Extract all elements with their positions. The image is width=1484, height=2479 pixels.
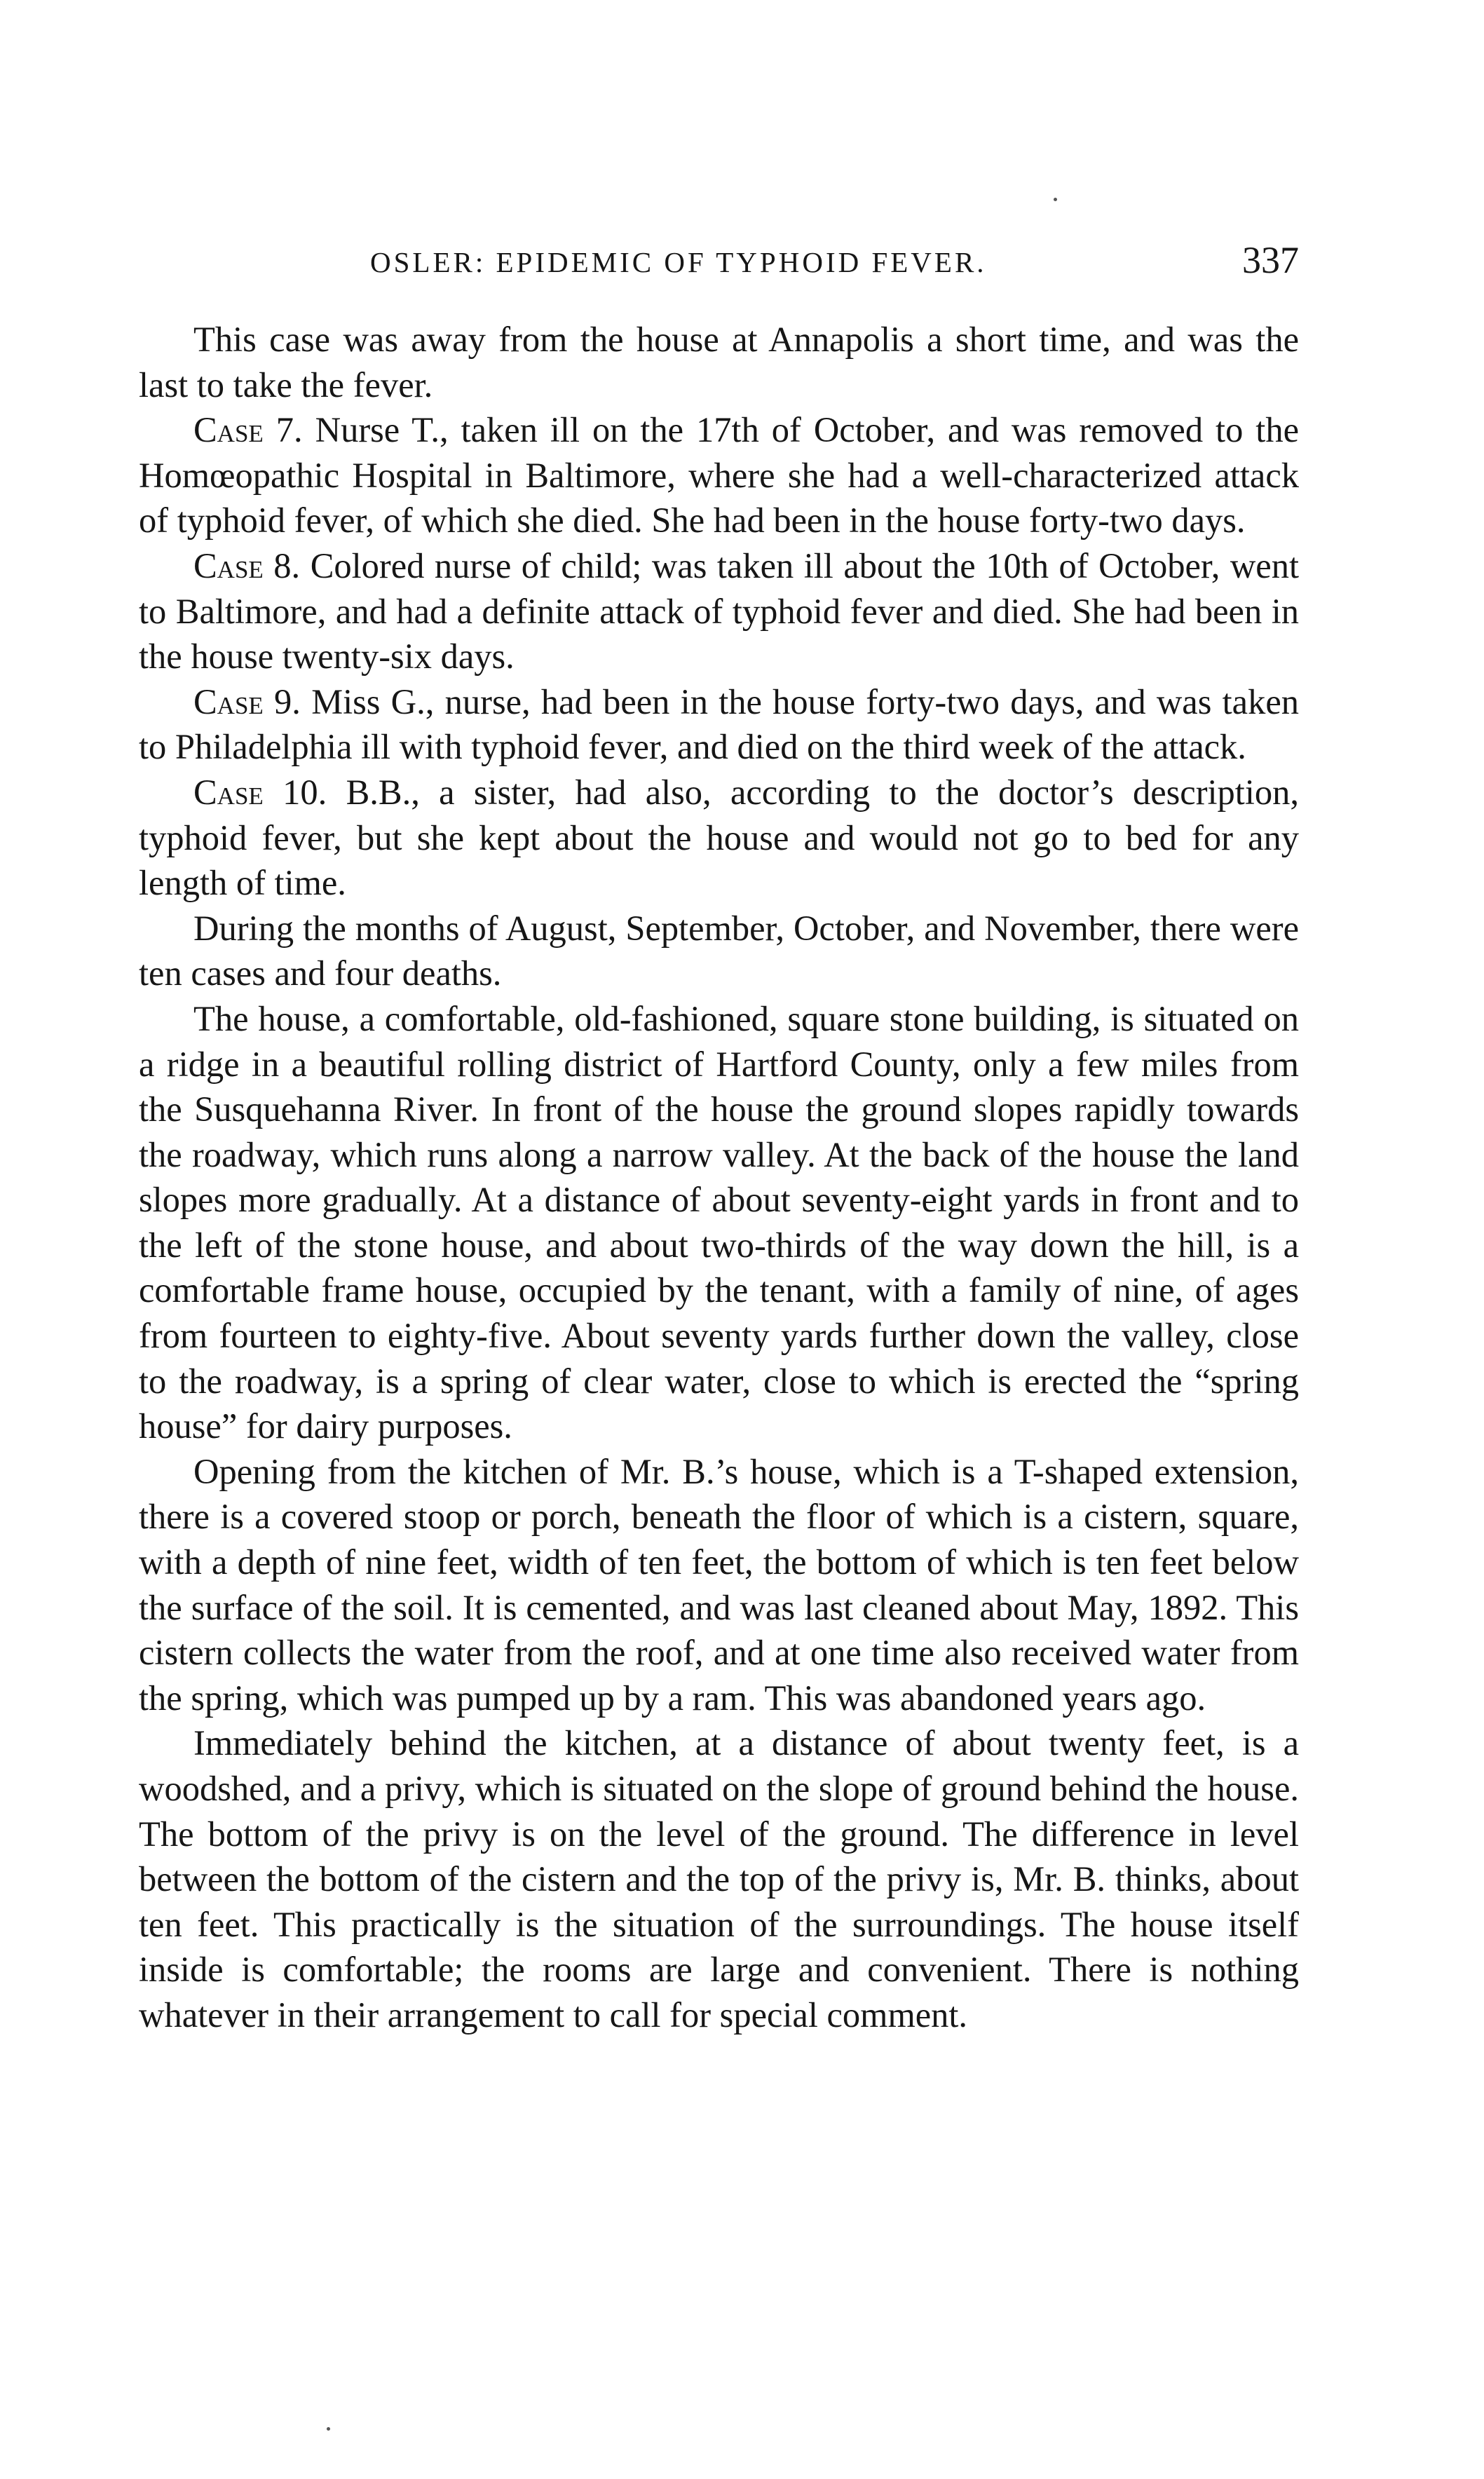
case-label: Case 9. xyxy=(193,681,301,721)
print-speck xyxy=(1054,198,1057,201)
paragraph xyxy=(139,996,1299,1449)
paragraph xyxy=(139,1720,1299,2037)
paragraph-text: The house, a comfortable, old-fashioned, square stone building, is situated on a ridge in a beautiful rolling district of Hartford County, only a few miles from the Susquehanna River. In front of the house the ground slopes rapidly towards the roadway, which runs along a narrow valley. At the back of the house the land slopes more gradually. At a distance of about seventy-eight yards in front and to the left of the stone house, and about two-thirds of the way down the hill, is a comfortable frame house, occupied by the tenant, with a family of nine, of ages from fourteen to eighty-five. About seventy yards further down the valley, close to the roadway, is a spring of clear water, close to which is erected the “spring house” for dairy purposes. xyxy=(139,998,1299,1446)
paragraph xyxy=(139,1449,1299,1721)
paragraph-text: Opening from the kitchen of Mr. B.’s house, which is a T-shaped extension, there is a covered stoop or porch, beneath the floor of which is a cistern, square, with a depth of nine feet, width of ten feet, the bottom of which is ten feet below the surface of the soil. It is cemented, and was last cleaned about May, 1892. This cistern collects the water from the roof, and at one time also received water from the spring, which was pumped up by a ram. This was abandoned years ago. xyxy=(139,1451,1299,1718)
body-text xyxy=(139,317,1299,2038)
case-label: Case 7. xyxy=(193,410,303,450)
page-number: 337 xyxy=(1242,239,1299,281)
paragraph-text: During the months of August, September, October, and November, there were ten cases and four deaths. xyxy=(139,908,1299,993)
case-label: Case 8. xyxy=(193,545,301,585)
case-label: Case 10. xyxy=(193,772,327,812)
case-paragraph xyxy=(139,407,1299,543)
paragraph-text: Miss G., nurse, had been in the house forty-two days, and was taken to Philadelphia ill with typhoid fever, and died on the third week of the attack. xyxy=(139,681,1299,767)
paragraph xyxy=(139,906,1299,996)
paragraph-text: Immediately behind the kitchen, at a distance of about twenty feet, is a woodshed, and a privy, which is situated on the slope of ground behind the house. The bottom of the privy is on the level of the ground. The difference in level between the bottom of the cistern and the top of the privy is, Mr. B. thinks, about ten feet. This practically is the situation of the surroundings. The house itself inside is comfortable; the rooms are large and convenient. There is nothing whatever in their arrangement to call for special comment. xyxy=(139,1723,1299,2035)
running-head: OSLER: EPIDEMIC OF TYPHOID FEVER. xyxy=(370,246,987,278)
paragraph xyxy=(139,317,1299,407)
case-paragraph xyxy=(139,770,1299,906)
page-header xyxy=(139,238,1299,287)
paragraph-text: This case was away from the house at Annapolis a short time, and was the last to take the fever. xyxy=(139,320,1299,405)
paragraph-text: Nurse T., taken ill on the 17th of October, and was removed to the Homœopathic Hospital in Baltimore, where she had a well-characterized attack of typhoid fever, of which she died. She had been in the house forty-two days. xyxy=(139,410,1299,541)
case-paragraph xyxy=(139,679,1299,770)
print-speck xyxy=(327,2427,330,2431)
case-paragraph xyxy=(139,543,1299,679)
paragraph-text: B.B., a sister, had also, according to the doctor’s description, typhoid fever, but she kept about the house and would not go to bed for any length of time. xyxy=(139,772,1299,903)
paragraph-text: Colored nurse of child; was taken ill about the 10th of October, went to Baltimore, and had a definite attack of typhoid fever and died. She had been in the house twenty-six days. xyxy=(139,545,1299,677)
